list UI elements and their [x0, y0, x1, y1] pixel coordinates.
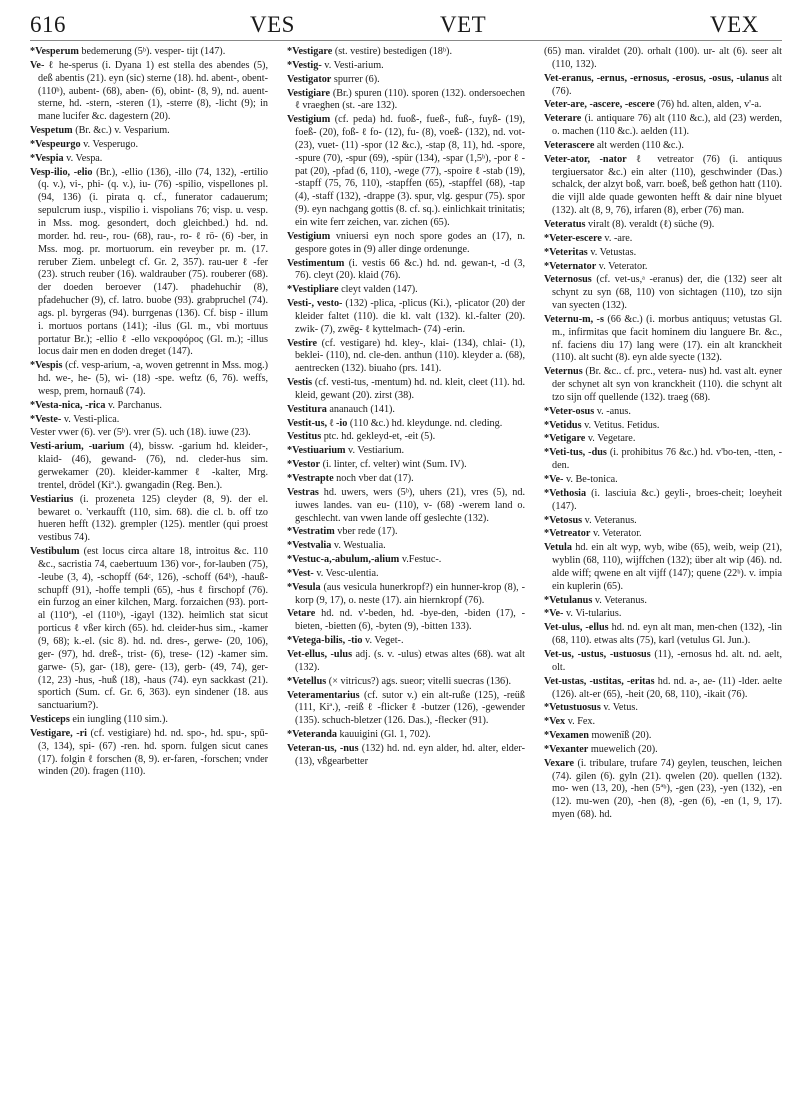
entry-headword: *Vestipliare	[287, 284, 339, 296]
dictionary-entry	[544, 140, 782, 153]
dictionary-entry	[287, 568, 525, 581]
entry-headword: Vestis	[287, 377, 313, 389]
header-rule	[30, 40, 782, 41]
dictionary-entry	[544, 433, 782, 446]
dictionary-entry	[30, 414, 268, 427]
entry-headword: Vestimentum	[287, 257, 345, 269]
dictionary-entry	[287, 114, 525, 230]
entry-definition: ein iungling (110 sim.).	[72, 714, 168, 726]
entry-definition: (cf. vestigiare) hd. nd. spo-, hd. spu-, spū- (3, 134), spi- (67) -ren. hd. sporn. fulgen sicut canes (17). folgin ℓ forschen (8, 9). er-faren, -forschen; vnder winden (20). fragen (110).	[38, 727, 268, 778]
dictionary-entry	[287, 231, 525, 257]
entry-headword: *Vest-	[287, 567, 314, 579]
entry-definition: v. Vi-tularius.	[565, 608, 622, 620]
entry-headword: *Vetustuosus	[544, 702, 601, 714]
entry-definition: (132) -plica, -plicus (Ki.), -plicator (20) der kleider faltet (110). die kl. valt (132). kl.-falter (20). zwik- (7), zwēg- ℓ kyttelmach- (74) -erin.	[295, 298, 525, 335]
entry-headword: Vestitura	[287, 403, 327, 415]
entry-definition: adj. (s. v. -ulus) etwas altes (68). wat alt (132).	[295, 648, 525, 673]
entry-definition: (cf. vet-us,ᵃ -eranus) der, die (132) seer alt schynt zu syn (68, 110) von sichtagen (110), tzo sijn van syecten (132).	[552, 274, 782, 312]
entry-definition: vber rede (17).	[337, 526, 398, 538]
entry-definition: v. Veteranus.	[584, 514, 637, 526]
dictionary-entry	[544, 154, 782, 218]
entry-definition: v. Vesti-arium.	[324, 59, 384, 71]
entry-headword: Vestit-us, ℓ -io	[287, 417, 348, 429]
entry-definition: (st. vestire) bestedigen (18ᵇ).	[334, 46, 452, 57]
running-header	[30, 12, 782, 40]
entry-headword: Vespetum	[30, 125, 73, 137]
page-number: 616	[30, 12, 66, 37]
entry-headword: Vestigium	[287, 114, 331, 126]
dictionary-entry	[30, 441, 268, 492]
dictionary-entry	[544, 420, 782, 433]
entry-definition: v. Fex.	[567, 716, 596, 728]
dictionary-entry	[30, 60, 268, 124]
entry-definition: (× vitricus?) ags. sueor; vitelli suecras (136).	[328, 675, 512, 687]
entry-definition: v. Vesti-plica.	[63, 413, 120, 425]
entry-definition: hd. uwers, wers (5ᵇ), uhers (21), vres (5), nd. iuwes landes. van eu- (110), v- (68) -werem land o. geschlecht. van vwen lande off geslechte (132).	[295, 486, 525, 524]
dictionary-entry	[544, 447, 782, 473]
entry-definition: hd. nd. eyn alt man, men-chen (132), -lin (68, 110). etwas alts (75), karl (vetulus Gl. Jun.).	[552, 622, 782, 647]
entry-headword: *Vesula	[287, 581, 321, 593]
entry-headword: Veter-are, -ascere, -escere	[544, 99, 655, 111]
entry-headword: Veternu-m, -s	[544, 313, 604, 325]
dictionary-entry	[30, 714, 268, 727]
entry-headword: Vestigiare	[287, 87, 331, 99]
dictionary-entry	[544, 515, 782, 528]
entry-definition: Vester vwer (6). ver (5ᵇ). vrer (5). uch (18). iuwe (23).	[30, 427, 251, 439]
entry-definition: (i. antiquare 76) alt (110 &c.), ald (23) werden, o. machen (110 &c.). aelden (11).	[552, 113, 782, 138]
dictionary-entry	[30, 139, 268, 152]
right-guide-word: VEX	[710, 12, 759, 37]
entry-definition: (i. linter, cf. velter) wint (Sum. IV).	[322, 459, 467, 471]
entry-headword: Veteramentarius	[287, 689, 360, 701]
entry-headword: *Veteranda	[287, 729, 337, 741]
entry-headword: *Veti-tus, -dus	[544, 447, 607, 459]
dictionary-entry	[287, 743, 525, 769]
dictionary-entry	[544, 716, 782, 729]
entry-headword: *Vethosia	[544, 487, 587, 499]
entry-headword: *Vestiuarium	[287, 445, 346, 457]
entry-headword: Vet-us, -ustus, -ustuosus	[544, 648, 651, 660]
entry-headword: *Vexanter	[544, 743, 589, 755]
entry-headword: *Vetidus	[544, 419, 582, 431]
entry-definition: mowenïß (20).	[591, 730, 652, 742]
entry-headword: Vestigium	[287, 230, 331, 242]
entry-definition: (76) hd. alten, alden, v'-a.	[657, 99, 762, 111]
dictionary-entry	[544, 622, 782, 648]
dictionary-entry	[544, 649, 782, 675]
entry-definition: (i. prozeneta 125) cleyder (8, 9). der el. bewaret o. 'verkaufft (110, sim. 68). die cl. b. off tzo hueren hefft (132). grempler (125). mentler (qui proest vestibus 74).	[38, 493, 268, 544]
entry-definition: (cf. vesti-tus, -mentum) hd. nd. kleit, cleet (11). hd. kleid, gewant (20). zirst (38).	[295, 377, 525, 401]
entry-headword: Vestigare, -ri	[30, 727, 87, 739]
entry-headword: Vesti-arium, -uarium	[30, 441, 125, 453]
entry-headword: *Vestratim	[287, 526, 335, 538]
entry-definition: v. Vesc-ulentia.	[316, 567, 379, 579]
entry-headword: *Vestor	[287, 459, 321, 471]
entry-definition: bedemerung (5ᵇ). vesper- tijt (147).	[81, 46, 226, 57]
dictionary-entry	[287, 338, 525, 377]
entry-headword: Vetula	[544, 542, 572, 554]
entry-headword: *Vetega-bilis, -tio	[287, 635, 363, 647]
entry-definition: viralt (8). veraldt (ℓ) süche (9).	[588, 218, 715, 230]
entry-definition: (66 &c.) (i. morbus antiquus; vetustas Gl. m., infirmitas que facit hominem diu languere Br. &c., nf. faciens diu 17) lang were (17). ein alt kranckheit (110). alt sucht (8). eyn alde syecte (132).	[552, 313, 782, 364]
entry-definition: (cf. vestigare) hd. kley-, klai- (134), chlai- (1), beklei- (110), nd. cle-den. anthun (110). kleyder a. (68), aentrecken (132). biuaho (prs. 141).	[295, 337, 525, 375]
column-2	[287, 46, 525, 1086]
entry-headword: Veterare	[544, 113, 582, 125]
entry-headword: *Vetellus	[287, 675, 327, 687]
dictionary-entry	[30, 728, 268, 779]
entry-definition: (11), -ernosus hd. alt. nd. aelt, olt.	[552, 648, 782, 673]
dictionary-entry	[287, 445, 525, 458]
entry-definition: hd. nd. v'-beden, hd. -bye-den, -biden (17), -bieten, -bietten (6), -byten (9), -bitten 133).	[295, 608, 525, 633]
dictionary-entry	[287, 473, 525, 486]
entry-definition: v. Veteranus.	[594, 594, 647, 606]
dictionary-entry	[30, 46, 268, 59]
entry-headword: Ve-	[30, 59, 45, 71]
entry-headword: Vestiarius	[30, 493, 74, 505]
dictionary-entry	[544, 542, 782, 593]
column-3	[544, 46, 782, 1086]
entry-definition: cleyt valden (147).	[341, 284, 418, 296]
entry-definition: spurrer (6).	[333, 73, 380, 85]
entry-definition: (65) man. viraldet (20). orhalt (100). ur- alt (6). seer alt (110, 132).	[544, 46, 782, 70]
entry-headword: Veternus	[544, 366, 583, 378]
entry-headword: Veteran-us, -nus	[287, 742, 359, 754]
dictionary-entry	[287, 582, 525, 608]
dictionary-entry	[30, 494, 268, 545]
dictionary-entry	[544, 46, 782, 72]
entry-definition: (Br.) spuren (110). sporen (132). ondersoechen ℓ vraeghen (st. -are 132).	[295, 87, 525, 112]
dictionary-entry	[287, 431, 525, 444]
entry-headword: Vet-ellus, -ulus	[287, 648, 353, 660]
entry-headword: *Vespis	[30, 360, 63, 372]
entry-headword: Vestigator	[287, 73, 332, 85]
entry-headword: *Vestvalia	[287, 540, 332, 552]
entry-definition: (i. prohibitus 76 &c.) hd. v'bo-ten, -tten, -den.	[552, 447, 782, 472]
entry-definition: (4), bissw. -garium hd. kleider-, klaid- (46), gewand- (76), nd. cleder-hus sim. gerwekamer (20). kleider-kammer ℓ -kalter, Mrg. trentel, drödel (Kiª.). gwangadin (Reg. Ben.).	[38, 441, 268, 491]
dictionary-entry	[544, 488, 782, 514]
entry-definition: (Br.), -ellio (136), -illo (74, 132), -ertilio (q. v.), vi-, phi- (q. v.), iu- (76) -spilio, vispellones pl. (94, 136) (i. pirata q. cf., funerator cadauerum; sepulcrum iusp., vispilio i. vispolians 76; visp. u. vesp. in Mss. mog. gesondert, doch gleichbed.) hd. nd. morder. hd. reu-, rou- (68), rau-, ro- ℓ rö- (6) -ber, in Mss. mog. pr. mortuorum. ein reveyber pr. m. (17. reruber Ziem. unbelegt cf. Gr. 2, 357). rau-uer ℓ -fer (23). struch reuber (16). waldrauber (75). rouberer (68). der doeden beroever (147). phadehuchir (8), pfadehucher (9), cf. latro. buobe (93). grabpruchel (74). ags. pl. byrgeras (94). burrgenas (136). Cf. bisp - illum i. mortuos portans (141); -ilus (Gl. m., vbi mortuus portatur Br.); -ellio ℓ -ello νεκροφόρος (Gl. m.); -illus locus dair men en doden dreget (147).	[38, 166, 268, 358]
dictionary-entry	[287, 418, 525, 431]
dictionary-entry	[287, 635, 525, 648]
entry-definition: v. Vespa.	[66, 152, 103, 164]
entry-headword: *Vestig-	[287, 59, 322, 71]
entry-definition: (Br. &c.) v. Vesparium.	[75, 125, 170, 137]
entry-definition: v. Veterator.	[598, 260, 648, 272]
dictionary-entry	[287, 298, 525, 337]
entry-headword: Vestitus	[287, 431, 322, 443]
entry-headword: *Ve-	[544, 608, 564, 620]
entry-definition: kauuigini (Gl. 1, 702).	[339, 729, 431, 741]
entry-headword: *Veter-osus	[544, 405, 595, 417]
dictionary-entry	[544, 99, 782, 112]
entry-definition: v. -anus.	[596, 405, 631, 417]
dictionary-entry	[287, 377, 525, 403]
dictionary-entry	[287, 46, 525, 59]
entry-definition: hd. nd. a-, ae- (11) -lder. aelte (126). alt-er (65), -heit (20, 68, 110), -ikait (76).	[552, 675, 782, 700]
entry-headword: Vestras	[287, 486, 319, 498]
entry-headword: Vet-eranus, -ernus, -ernosus, -erosus, -osus, -ulanus	[544, 72, 769, 84]
entry-headword: Vesp-ilio, -elio	[30, 166, 93, 178]
entry-headword: *Vestrapte	[287, 473, 334, 484]
entry-definition: ℓ vetreator (76) (i. antiquus tergiuersator &c.) ein alter (110), geschwinder (Das.) schalck, der alzyt boß, varr. boeß, beß gethon hatt (110). die vijll alde quade gewonten hefft & dair nine blyuet (132). alt (8, 9, 76), irfaren (8), erber (76) man.	[552, 153, 782, 217]
dictionary-entry	[30, 400, 268, 413]
dictionary-entry	[287, 649, 525, 675]
dictionary-entry	[287, 258, 525, 284]
dictionary-entry	[544, 247, 782, 260]
dictionary-entry	[544, 314, 782, 365]
entry-definition: v. Be-tonica.	[565, 474, 618, 485]
entry-headword: *Vex	[544, 716, 566, 728]
dictionary-entry	[30, 167, 268, 360]
entry-definition: alt werden (110 &c.).	[596, 139, 684, 151]
entry-definition: v. Veterator.	[592, 528, 642, 540]
entry-definition: noch vber dat (17).	[336, 473, 414, 484]
dictionary-entry	[287, 526, 525, 539]
middle-guide-word: VET	[440, 12, 487, 37]
dictionary-entry	[287, 540, 525, 553]
dictionary-entry	[544, 219, 782, 232]
entry-headword: *Veternator	[544, 260, 597, 272]
entry-definition: (i. tribulare, trufare 74) geylen, teuschen, leichen (74). gilen (6). gyln (21). qwelen (20). quellen (132). mo- wen (13, 20), -hen (5ªᵇ), -gen (23), -yen (132), -en (12). mu-wen (20), -hen (8), -gen (6), -en (1, 9, 17). myen (68). hd.	[552, 757, 782, 821]
entry-headword: *Vetigare	[544, 433, 586, 445]
entry-headword: Vexare	[544, 757, 574, 769]
entry-headword: *Veste-	[30, 413, 62, 425]
entry-definition: (i. vestis 66 &c.) hd. nd. gewan-t, -d (3, 76). cleyt (20). klaid (76).	[295, 257, 525, 282]
entry-definition: (cf. peda) hd. fuoß-, fueß-, fuß-, fuyß- (19), foeß- (20), foß- ℓ fo- (12), fu- (8), voeß- (132), nd. vot- (23), vuet- (11) -spor (12 &c.), -stap (8, 11), hd. -spore, -spure (70), -spur (69), -spür (134), -spar (1,5ᵇ), -por ℓ -pat (20), -pfad (6, 110), -wege (77), -spoire ℓ -stab (19), -stapff (75, 76, 110), -stapffen (65), -stapffel (68), -tap (4), -staff (132), -drappe (3). spur, vlg. gespur (75). spor (9). eyn nachgang gottis (8. cf. sq.). einlichkait trinitatis; ein wite ferr zeichen, var. zichen (65).	[295, 114, 525, 228]
dictionary-entry	[30, 125, 268, 138]
dictionary-entry	[30, 427, 268, 440]
dictionary-entry	[544, 702, 782, 715]
entry-definition: muewelich (20).	[590, 743, 658, 755]
dictionary-entry	[287, 487, 525, 526]
entry-headword: *Vestuc-a,-abulum,-alium	[287, 554, 400, 566]
entry-headword: Vet-ulus, -ellus	[544, 622, 609, 634]
dictionary-entry	[30, 153, 268, 166]
entry-headword: *Vetulanus	[544, 594, 593, 606]
entry-headword: Veteratus	[544, 218, 586, 230]
entry-headword: *Vesperum	[30, 46, 79, 57]
entry-definition: (i. lasciuia &c.) geyli-, broes-cheit; loeyheit (147).	[552, 487, 782, 512]
dictionary-entry	[544, 233, 782, 246]
entry-headword: Vesti-, vesto-	[287, 298, 343, 310]
entry-definition: vniuersi eyn noch spore godes an (17), n. gespore gotes in (9) aller dinge ordenunge.	[295, 230, 525, 255]
dictionary-entry	[287, 554, 525, 567]
dictionary-entry	[544, 261, 782, 274]
entry-headword: *Vespeurgo	[30, 138, 81, 150]
entry-definition: alt (76).	[552, 72, 782, 97]
entry-definition: (est locus circa altare 18, introitus &c. 110 &c., sacristia 74, caebertuum 136) vor-, for-lauben (75), -leube (3, 4), -schopff (64ᶜ, 126), -schoff (64ᵇ), -hauß-schupff (91), -hoffe templi (65), -hus ℓ firschopf (76). ein furzog an einer kilchen, Marg. forzaichen (93). port-al (110ª), -el (110ᵇ), -igayl (132). heimlich stat sicut porticus ℓ vßer kirch (65). hd. cleider-hus sim., -kamer (9, 68); k.-el. (sic 8). hd. nd. dres-, gerwe- (20, 106), ger- (97), hd. dreß-, trist- (6), trese- (12) -kamer sim. garwe- (5), gar- (18), gere- (13), gerb- (49, 74), ger- (12, 23) -hus, -huß (18), -haus (74). eyn sackkast (21). sportich (Sum. cf. Gr. 6, 363). eyn sindener (18. aus sanctuarium?).	[38, 546, 268, 712]
dictionary-entry	[287, 459, 525, 472]
dictionary-entry	[544, 744, 782, 757]
entry-definition: v.Festuc-.	[401, 554, 442, 566]
entry-definition: v. Vetustas.	[590, 246, 637, 258]
entry-definition: v. Veget-.	[365, 635, 404, 647]
dictionary-entry	[287, 676, 525, 689]
dictionary-entry	[544, 474, 782, 487]
entry-headword: Veterascere	[544, 139, 595, 151]
dictionary-entry	[287, 60, 525, 73]
entry-definition: (aus vesicula hunerkropf?) ein hunner-krop (8), -korp (9, 17), o. neste (17). ain hiernkropf (76).	[295, 581, 525, 606]
entry-definition: (132) hd. nd. eyn alder, hd. alter, elder- (13), vßgearbetter	[295, 742, 525, 767]
entry-headword: *Vestigare	[287, 46, 333, 57]
dictionary-entry	[287, 690, 525, 729]
entry-headword: *Veteritas	[544, 246, 588, 258]
entry-headword: *Vexamen	[544, 730, 589, 742]
dictionary-entry	[544, 113, 782, 139]
dictionary-entry	[544, 676, 782, 702]
entry-definition: v. Vesperugo.	[83, 138, 139, 150]
entry-definition: v. Vetitus. Fetidus.	[584, 419, 660, 431]
entry-definition: v. Vegetare.	[587, 433, 636, 445]
entry-headword: *Vesta-nica, -rica	[30, 399, 106, 411]
dictionary-entry	[544, 608, 782, 621]
dictionary-entry	[30, 360, 268, 399]
dictionary-entry	[287, 404, 525, 417]
dictionary-entry	[287, 88, 525, 114]
dictionary-entry	[544, 758, 782, 822]
entry-headword: *Veter-escere	[544, 232, 602, 244]
dictionary-entry	[30, 546, 268, 713]
entry-definition: ptc. hd. gekleyd-et, -eit (5).	[323, 431, 436, 443]
entry-headword: *Ve-	[544, 474, 564, 485]
entry-headword: *Vespia	[30, 152, 64, 164]
dictionary-entry	[544, 595, 782, 608]
entry-definition: ℓ he-sperus (i. Dyana 1) est stella des abendes (5), deß abentis (21). eyn (sic) sterne (18). hd. abent-, obent- (110ᵇ), aubent- (68), aben- (6), obint- (8, 9), nd. auent-sterne, hd. -stern, -steren (1), -sterre (8), -licht (9); in mane lucifer &c. dagestern (20).	[38, 59, 268, 123]
entry-definition: v. Westualia.	[333, 540, 386, 552]
left-guide-word: VES	[250, 12, 295, 37]
entry-definition: hd. ein alt wyp, wyb, wibe (65), weib, weip (21), wyblin (68, 110), wijffchen (132); über alt wip (46). nd. alde wiff; qwene en alt vijff (147); quene (22ᵇ). v. impia ein kuplerin (65).	[552, 542, 782, 592]
entry-definition: (Br. &c.. cf. prc., vetera- nus) hd. vast alt. eyner der schynet alt syn von kranckheit (110). die schynt alt tzo sijn off quellende (132). traeg (68).	[552, 366, 782, 403]
entry-headword: *Vetosus	[544, 514, 583, 526]
dictionary-entry	[287, 74, 525, 87]
entry-definition: v. Parchanus.	[108, 399, 162, 411]
entry-headword: Vestire	[287, 337, 317, 349]
dictionary-entry	[544, 406, 782, 419]
column-1	[30, 46, 268, 1086]
entry-headword: Veter-ator, -nator	[544, 153, 627, 165]
dictionary-entry	[544, 73, 782, 99]
dictionary-entry	[544, 730, 782, 743]
entry-definition: v. Vestiarium.	[348, 445, 405, 457]
dictionary-entry	[544, 528, 782, 541]
entry-definition: (cf. vesp-arium, -a, woven getrennt in Mss. mog.) hd. we-, he- (5), wi- (18) -spe. weftz (6, 76). weffs, wesp, prem, hornauß (74).	[38, 360, 268, 397]
dictionary-entry	[544, 274, 782, 313]
entry-headword: *Vetreator	[544, 528, 591, 540]
entry-definition: v. Vetus.	[603, 702, 638, 714]
dictionary-entry	[287, 608, 525, 634]
entry-headword: Vesticeps	[30, 714, 70, 726]
entry-definition: (cf. sutor v.) ein alt-ruße (125), -reüß (111, Kiª.), -reiß ℓ -flicker ℓ -butzer (126), -gewender (135). schuch-bletzer (126. Das.), -flecker (91).	[295, 689, 525, 727]
entry-headword: Vestibulum	[30, 546, 80, 558]
entry-definition: (110 &c.) hd. kleydunge. nd. cleding.	[349, 417, 503, 429]
entry-headword: Vetare	[287, 608, 316, 620]
entry-definition: ananauch (141).	[329, 403, 395, 415]
dictionary-entry	[287, 284, 525, 297]
entry-definition: v. -are.	[604, 232, 633, 244]
entry-headword: Vet-ustas, -ustitas, -eritas	[544, 675, 655, 687]
dictionary-entry	[544, 366, 782, 405]
dictionary-entry	[287, 729, 525, 742]
entry-headword: Veternosus	[544, 274, 592, 286]
